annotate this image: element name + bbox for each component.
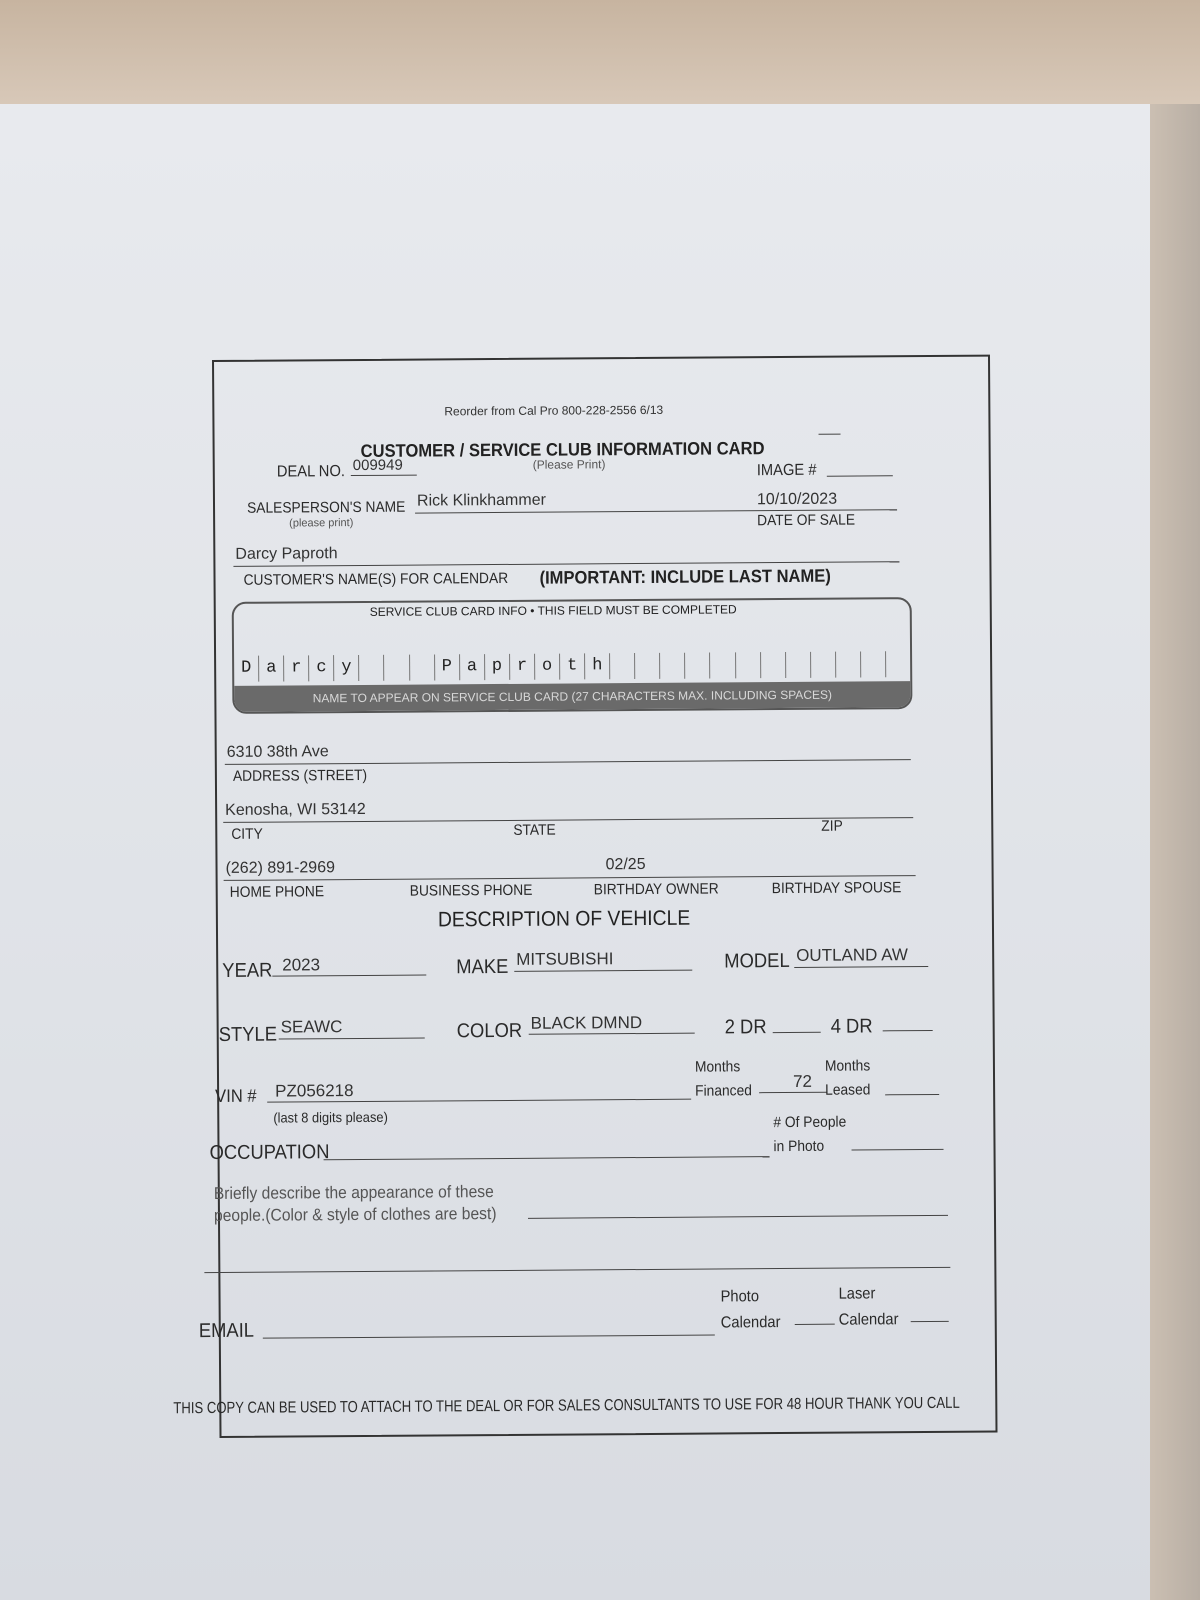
style-label: STYLE [218,1023,278,1046]
club-char-box[interactable] [886,651,910,677]
months-leased-field[interactable] [885,1094,939,1095]
vehicle-section-header: DESCRIPTION OF VEHICLE [437,906,691,932]
model-label: MODEL [724,949,790,973]
birthday-spouse-label: BIRTHDAY SPOUSE [771,879,902,898]
address-value[interactable]: 6310 38th Ave [226,743,329,761]
club-char-box[interactable] [635,653,660,679]
laser-calendar-field[interactable] [911,1321,949,1322]
months-financed-label-bottom: Financed [695,1082,752,1100]
birthday-owner-label: BIRTHDAY OWNER [593,880,719,899]
customer-name-label: CUSTOMER'S NAME(S) FOR CALENDAR [243,569,509,589]
birthday-owner-value[interactable]: 02/25 [605,855,646,874]
photo-calendar-label-bottom: Calendar [720,1314,781,1332]
club-char-box[interactable] [711,652,736,678]
color-value[interactable]: BLACK DMND [530,1013,643,1033]
club-char-box[interactable] [811,652,836,678]
make-value[interactable]: MITSUBISHI [516,949,614,969]
club-char-box[interactable]: r [284,655,309,681]
model-value[interactable]: OUTLAND AW [796,945,909,965]
service-club-box [232,597,913,714]
club-char-box[interactable]: a [259,656,284,682]
address-label: ADDRESS (STREET) [232,766,368,785]
vin-hint: (last 8 digits please) [273,1108,388,1126]
year-label: YEAR [222,959,273,982]
club-char-box[interactable] [660,653,685,679]
people-in-photo-label-bottom: in Photo [773,1137,825,1156]
home-phone-label: HOME PHONE [229,883,325,901]
date-of-sale-label: DATE OF SALE [757,511,856,530]
people-in-photo-field[interactable] [852,1149,944,1151]
months-leased-label-top: Months [824,1057,871,1075]
club-char-box[interactable] [359,655,384,681]
reorder-text: Reorder from Cal Pro 800-228-2556 6/13 [444,402,664,419]
top-mark [819,434,841,435]
state-label: STATE [513,821,556,839]
two-door-field[interactable] [773,1032,821,1033]
club-char-box[interactable]: r [510,654,535,680]
club-character-boxes[interactable] [234,651,910,682]
club-char-box[interactable] [836,651,861,677]
salesperson-value[interactable]: Rick Klinkhammer [416,491,546,510]
four-door-label: 4 DR [830,1015,873,1038]
club-char-box[interactable]: y [334,655,359,681]
date-of-sale-value[interactable]: 10/10/2023 [756,490,838,509]
zip-label: ZIP [821,817,843,835]
please-print-note: (Please Print) [532,457,606,472]
salesperson-label: SALESPERSON'S NAME [246,498,406,517]
occupation-field[interactable] [324,1156,770,1160]
image-no-field[interactable] [827,475,893,476]
club-char-box[interactable]: P [435,654,460,680]
footer-note: THIS COPY CAN BE USED TO ATTACH TO THE DEAL OR FOR SALES CONSULTANTS TO USE FOR 48 HOUR THANK YOU CALL [173,1394,960,1418]
people-in-photo-label-top: # Of People [773,1113,847,1132]
color-label: COLOR [456,1019,523,1043]
two-door-label: 2 DR [724,1016,767,1039]
club-char-box[interactable] [610,653,635,679]
club-char-box[interactable] [410,654,435,680]
describe-field[interactable] [528,1215,948,1219]
club-char-box[interactable]: c [309,655,334,681]
salesperson-hint: (please print) [289,517,354,530]
city-state-zip-value[interactable]: Kenosha, WI 53142 [225,800,366,819]
club-char-box[interactable] [736,652,761,678]
style-value[interactable]: SEAWC [280,1017,343,1037]
four-door-field[interactable] [883,1030,933,1031]
months-leased-label-bottom: Leased [825,1081,871,1099]
club-char-box[interactable] [385,655,410,681]
make-label: MAKE [456,955,509,979]
home-phone-value[interactable]: (262) 891-2969 [225,859,336,877]
club-char-box[interactable] [685,653,710,679]
describe-label-2: people.(Color & style of clothes are best) [213,1204,497,1226]
year-value[interactable]: 2023 [282,955,321,975]
laser-calendar-label-top: Laser [838,1285,876,1303]
photo-calendar-label-top: Photo [720,1288,760,1306]
club-char-box[interactable] [761,652,786,678]
occupation-label: OCCUPATION [209,1141,330,1165]
email-label: EMAIL [198,1319,255,1343]
business-phone-label: BUSINESS PHONE [409,881,533,900]
club-char-box[interactable]: D [234,656,259,682]
desk-edge [1150,104,1200,1600]
laser-calendar-label-bottom: Calendar [838,1311,899,1329]
describe-label-1: Briefly describe the appearance of these [213,1182,494,1204]
desk-background [0,0,1200,120]
club-char-box[interactable]: o [535,654,560,680]
photo-calendar-field[interactable] [795,1324,835,1325]
months-financed-value[interactable]: 72 [792,1071,813,1091]
describe-field-line2[interactable] [204,1267,950,1273]
club-band: NAME TO APPEAR ON SERVICE CLUB CARD (27 CHARACTERS MAX. INCLUDING SPACES) [234,681,910,712]
club-char-box[interactable] [861,651,886,677]
important-note: (IMPORTANT: INCLUDE LAST NAME) [539,565,831,588]
club-char-box[interactable] [786,652,811,678]
months-financed-label-top: Months [694,1058,741,1076]
form-title: CUSTOMER / SERVICE CLUB INFORMATION CARD [360,438,765,461]
club-char-box[interactable]: a [460,654,485,680]
club-char-box[interactable]: h [585,653,610,679]
club-title: SERVICE CLUB CARD INFO • THIS FIELD MUST BE COMPLETED [369,602,737,619]
information-card-form [173,355,998,1438]
deal-no-label: DEAL NO. [276,463,346,481]
club-char-box[interactable]: t [560,653,585,679]
customer-name-value[interactable]: Darcy Paproth [235,545,338,563]
vin-label: VIN # [215,1085,257,1106]
email-field[interactable] [263,1335,715,1339]
deal-no-value[interactable]: 009949 [352,456,403,475]
image-no-label: IMAGE # [756,461,817,480]
club-char-box[interactable]: p [485,654,510,680]
vin-value[interactable]: PZ056218 [275,1081,354,1101]
city-label: CITY [231,825,263,843]
